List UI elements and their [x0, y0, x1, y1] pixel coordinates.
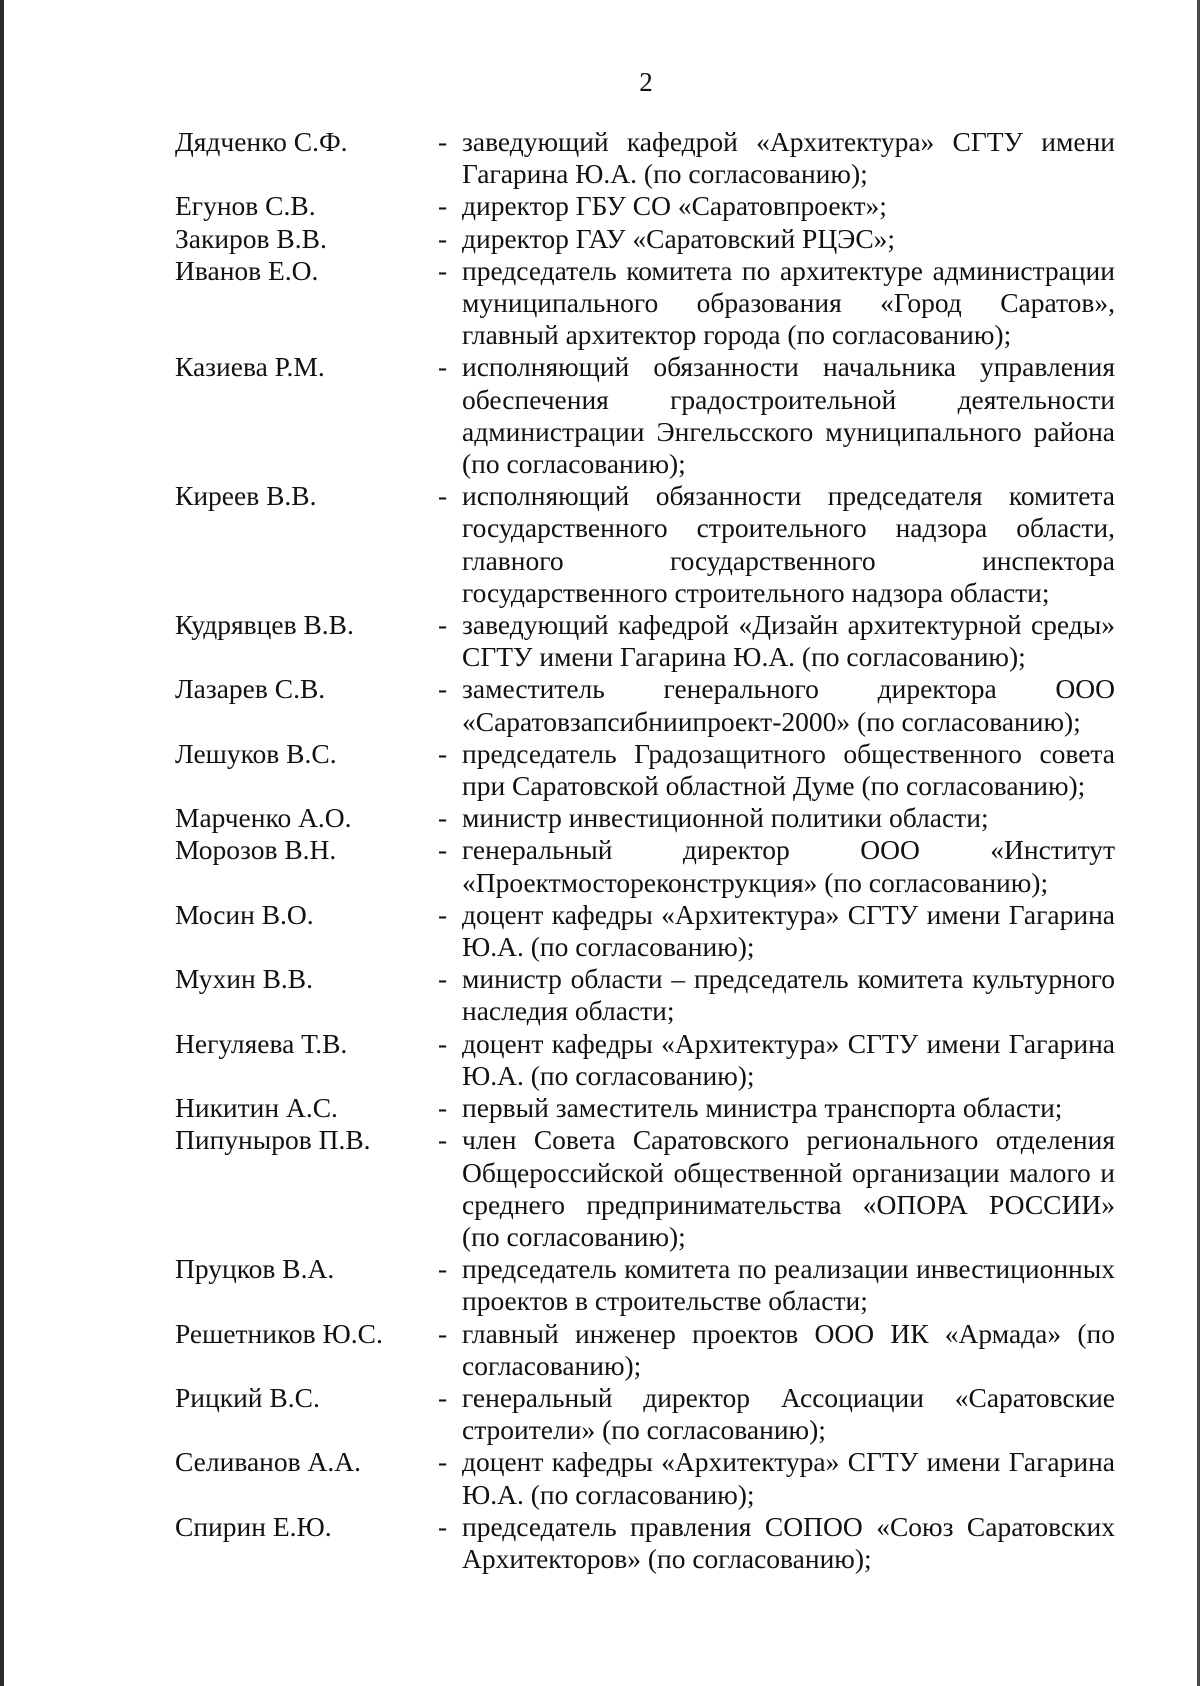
member-dash: - [438, 480, 448, 512]
member-role: член Совета Саратовского регионального отделения Общероссийской общественной организации малого и среднего предпринимательства «ОПОРА РОССИИ» (по согласованию); [462, 1124, 1115, 1252]
member-name: Морозов В.Н. [175, 834, 337, 866]
member-role: председатель правления СОПОО «Союз Саратовских Архитекторов» (по согласованию); [462, 1510, 1115, 1574]
member-name: Казиева Р.М. [175, 351, 325, 383]
member-name: Киреев В.В. [175, 480, 317, 512]
member-name: Пруцков В.А. [175, 1253, 335, 1285]
member-dash: - [438, 673, 448, 705]
member-dash: - [438, 963, 448, 995]
member-row [175, 190, 1115, 222]
member-row [175, 351, 1115, 480]
member-row [175, 255, 1115, 352]
member-row [175, 963, 1115, 1027]
member-role: заместитель генерального директора ООО «Саратовзапсибниипроект-2000» (по согласованию); [462, 673, 1115, 737]
member-row [175, 480, 1115, 609]
member-row [175, 1318, 1115, 1382]
member-role: генеральный директор ООО «Институт «Проектмостореконструкция» (по согласованию); [462, 834, 1115, 898]
member-role: генеральный директор Ассоциации «Саратовские строители» (по согласованию); [462, 1381, 1115, 1446]
member-name: Егунов С.В. [175, 190, 316, 222]
member-name: Иванов Е.О. [175, 254, 319, 286]
member-dash: - [438, 609, 448, 641]
member-row [175, 1446, 1115, 1510]
member-dash: - [438, 1317, 448, 1349]
members-list [175, 126, 1115, 1575]
member-name: Спирин Е.Ю. [175, 1510, 332, 1542]
member-role: главный инженер проектов ООО ИК «Армада» (по согласованию); [462, 1317, 1115, 1381]
member-name: Решетников Ю.С. [175, 1317, 383, 1349]
member-role: заведующий кафедрой «Дизайн архитектурной среды» СГТУ имени Гагарина Ю.А. (по согласованию); [462, 609, 1115, 673]
member-row [175, 126, 1115, 190]
member-dash: - [438, 1253, 448, 1285]
member-row [175, 899, 1115, 963]
member-name: Негуляева Т.В. [175, 1027, 348, 1059]
member-dash: - [438, 190, 448, 222]
member-dash: - [438, 222, 448, 254]
member-role: председатель Градозащитного общественного совета при Саратовской областной Думе (по согласованию); [462, 737, 1115, 802]
member-name: Закиров В.В. [175, 222, 327, 254]
member-dash: - [438, 1124, 448, 1156]
member-row [175, 834, 1115, 898]
member-row [175, 802, 1115, 834]
member-role: министр инвестиционной политики области; [462, 802, 989, 834]
member-name: Пипуныров П.В. [175, 1124, 371, 1156]
member-role: министр области – председатель комитета культурного наследия области; [462, 963, 1115, 1027]
member-name: Селиванов А.А. [175, 1446, 361, 1478]
member-row [175, 1382, 1115, 1446]
member-role: председатель комитета по архитектуре администрации муниципального образования «Город Саратов», главный архитектор города (по согласованию); [462, 254, 1115, 351]
member-row [175, 1028, 1115, 1092]
scan-edge-left [0, 0, 4, 1686]
member-name: Мосин В.О. [175, 898, 314, 930]
member-dash: - [438, 351, 448, 383]
member-role: первый заместитель министра транспорта области; [462, 1092, 1063, 1124]
member-name: Лешуков В.С. [175, 737, 337, 769]
member-row [175, 223, 1115, 255]
member-name: Дядченко С.Ф. [175, 126, 348, 157]
member-role: заведующий кафедрой «Архитектура» СГТУ имени Гагарина Ю.А. (по согласованию); [462, 126, 1115, 190]
member-row [175, 673, 1115, 737]
member-dash: - [438, 126, 448, 157]
member-row [175, 1253, 1115, 1317]
member-dash: - [438, 1446, 448, 1478]
member-name: Мухин В.В. [175, 963, 314, 995]
member-role: доцент кафедры «Архитектура» СГТУ имени Гагарина Ю.А. (по согласованию); [462, 898, 1115, 963]
member-row [175, 1124, 1115, 1253]
member-dash: - [438, 254, 448, 286]
member-name: Никитин А.С. [175, 1092, 338, 1124]
member-row [175, 1092, 1115, 1124]
member-dash: - [438, 898, 448, 930]
member-role: председатель комитета по реализации инвестиционных проектов в строительстве области; [462, 1253, 1115, 1317]
member-dash: - [438, 802, 448, 834]
page-number: 2 [639, 67, 653, 97]
member-role: директор ГАУ «Саратовский РЦЭС»; [462, 222, 896, 254]
member-row [175, 1511, 1115, 1575]
member-name: Лазарев С.В. [175, 673, 326, 705]
member-dash: - [438, 834, 448, 866]
member-role: исполняющий обязанности начальника управления обеспечения градостроительной деятельности администрации Энгельсского муниципального района (по согласованию); [462, 351, 1115, 480]
member-dash: - [438, 737, 448, 769]
member-role: исполняющий обязанности председателя комитета государственного строительного надзора области, главного государственного инспектора государственного строительного надзора области; [462, 480, 1115, 608]
member-name: Рицкий В.С. [175, 1381, 320, 1413]
member-name: Кудрявцев В.В. [175, 609, 354, 641]
member-dash: - [438, 1381, 448, 1413]
member-dash: - [438, 1027, 448, 1059]
member-row [175, 738, 1115, 802]
member-dash: - [438, 1510, 448, 1542]
member-name: Марченко А.О. [175, 802, 352, 834]
member-role: директор ГБУ СО «Саратовпроект»; [462, 190, 887, 222]
member-dash: - [438, 1092, 448, 1124]
member-row [175, 609, 1115, 673]
member-role: доцент кафедры «Архитектура» СГТУ имени Гагарина Ю.А. (по согласованию); [462, 1446, 1115, 1510]
member-role: доцент кафедры «Архитектура» СГТУ имени Гагарина Ю.А. (по согласованию); [462, 1027, 1115, 1091]
